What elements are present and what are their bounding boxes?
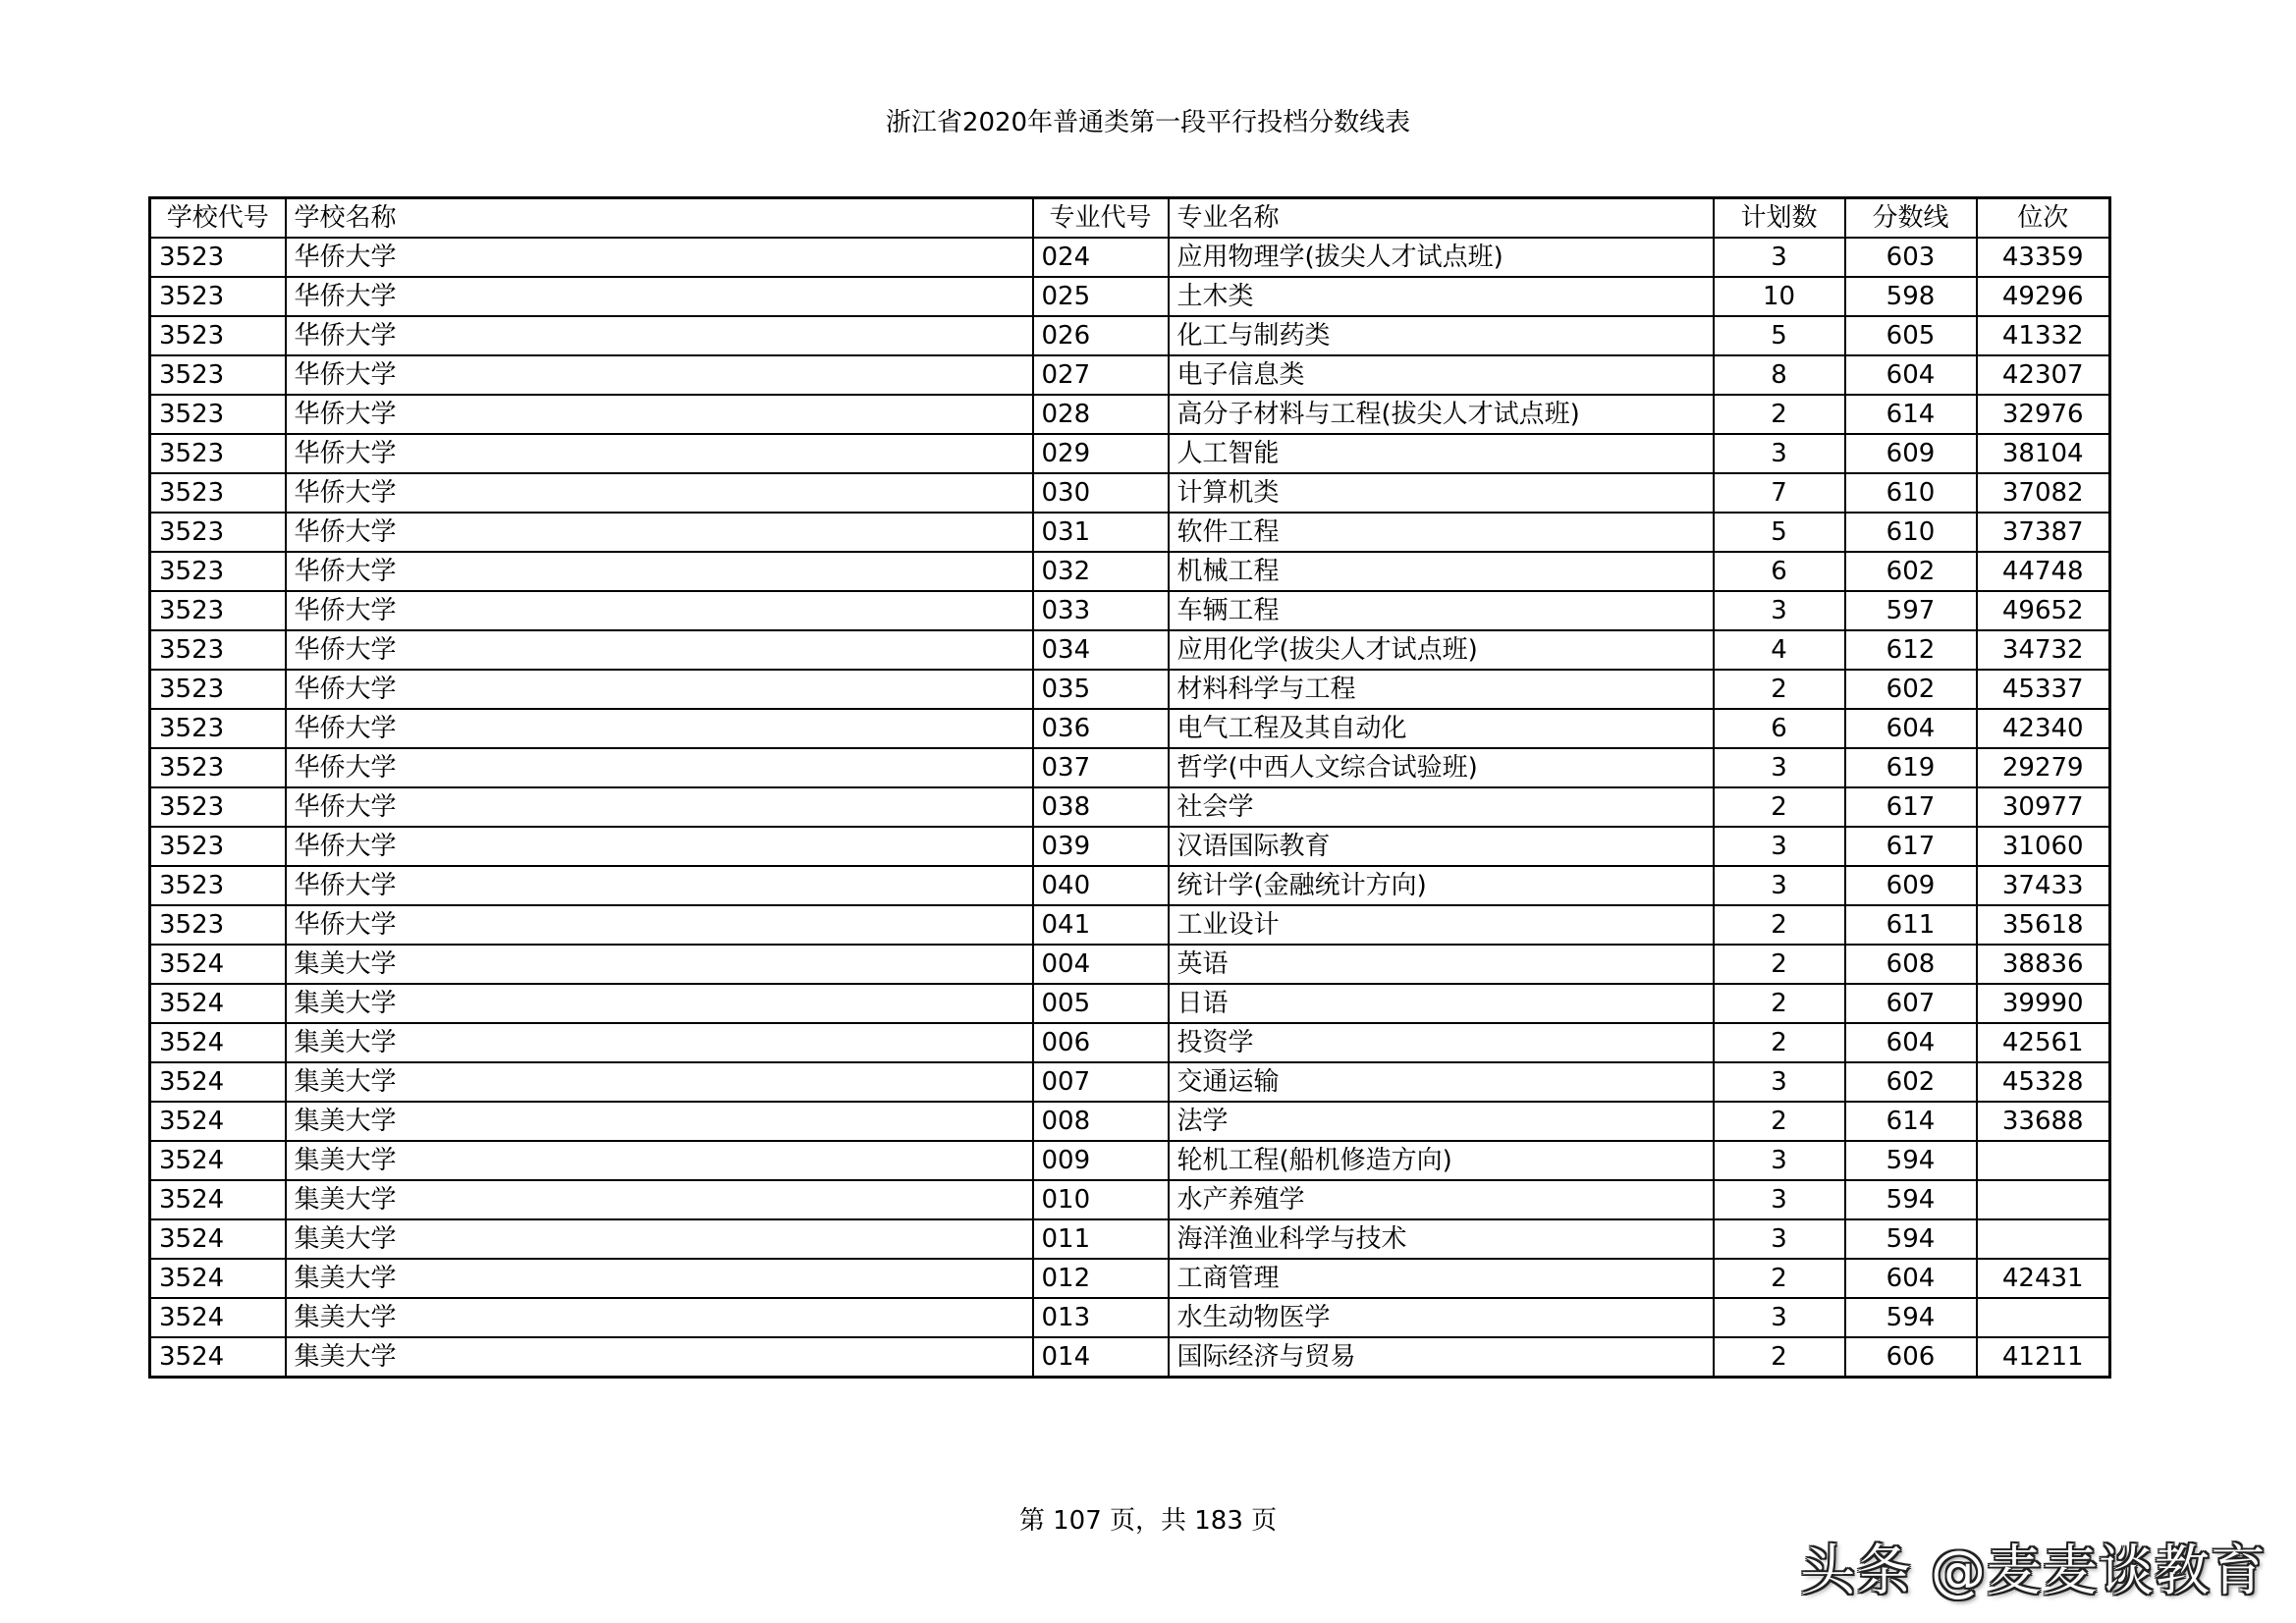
cell-school-name: 华侨大学 (286, 670, 1033, 709)
cell-score-line: 597 (1845, 591, 1977, 630)
cell-major-code: 035 (1033, 670, 1169, 709)
cell-school-name: 集美大学 (286, 1298, 1033, 1337)
cell-school-name: 集美大学 (286, 1219, 1033, 1259)
cell-major-name: 日语 (1169, 984, 1714, 1023)
table-row (150, 984, 2110, 1023)
table-row (150, 1141, 2110, 1180)
cell-major-code: 036 (1033, 709, 1169, 748)
cell-plan-count: 3 (1714, 1298, 1845, 1337)
cell-school-code: 3524 (150, 984, 286, 1023)
cell-plan-count: 2 (1714, 984, 1845, 1023)
cell-major-code: 032 (1033, 552, 1169, 591)
cell-rank: 49652 (1977, 591, 2110, 630)
cell-score-line: 602 (1845, 1062, 1977, 1102)
table-row (150, 748, 2110, 787)
header-major-name: 专业名称 (1169, 198, 1714, 239)
cell-school-code: 3523 (150, 513, 286, 552)
cell-plan-count: 3 (1714, 1141, 1845, 1180)
cell-school-name: 华侨大学 (286, 748, 1033, 787)
cell-plan-count: 3 (1714, 238, 1845, 277)
cell-school-name: 集美大学 (286, 1259, 1033, 1298)
cell-major-name: 汉语国际教育 (1169, 827, 1714, 866)
cell-rank: 37387 (1977, 513, 2110, 552)
table-row (150, 395, 2110, 434)
cell-plan-count: 2 (1714, 395, 1845, 434)
cell-major-name: 软件工程 (1169, 513, 1714, 552)
cell-score-line: 617 (1845, 827, 1977, 866)
cell-major-code: 004 (1033, 945, 1169, 984)
cell-major-name: 材料科学与工程 (1169, 670, 1714, 709)
cell-major-code: 040 (1033, 866, 1169, 905)
cell-plan-count: 2 (1714, 670, 1845, 709)
cell-rank: 42431 (1977, 1259, 2110, 1298)
cell-school-code: 3523 (150, 473, 286, 513)
cell-plan-count: 6 (1714, 709, 1845, 748)
cell-score-line: 610 (1845, 473, 1977, 513)
cell-score-line: 611 (1845, 905, 1977, 945)
cell-school-code: 3523 (150, 355, 286, 395)
cell-rank: 31060 (1977, 827, 2110, 866)
cell-school-code: 3524 (150, 1219, 286, 1259)
cell-rank: 42340 (1977, 709, 2110, 748)
cell-major-name: 高分子材料与工程(拔尖人才试点班) (1169, 395, 1714, 434)
table-row (150, 905, 2110, 945)
cell-rank: 42307 (1977, 355, 2110, 395)
cell-plan-count: 3 (1714, 1219, 1845, 1259)
cell-plan-count: 3 (1714, 434, 1845, 473)
cell-score-line: 612 (1845, 630, 1977, 670)
table-row (150, 1298, 2110, 1337)
cell-major-code: 030 (1033, 473, 1169, 513)
cell-rank: 33688 (1977, 1102, 2110, 1141)
cell-plan-count: 2 (1714, 1102, 1845, 1141)
header-plan-count: 计划数 (1714, 198, 1845, 239)
cell-major-name: 海洋渔业科学与技术 (1169, 1219, 1714, 1259)
cell-plan-count: 2 (1714, 905, 1845, 945)
table-row (150, 277, 2110, 316)
cell-major-code: 006 (1033, 1023, 1169, 1062)
header-school-name: 学校名称 (286, 198, 1033, 239)
cell-rank (1977, 1180, 2110, 1219)
table-row (150, 787, 2110, 827)
cell-school-name: 华侨大学 (286, 316, 1033, 355)
cell-major-code: 034 (1033, 630, 1169, 670)
cell-score-line: 614 (1845, 1102, 1977, 1141)
cell-rank: 35618 (1977, 905, 2110, 945)
cell-rank: 39990 (1977, 984, 2110, 1023)
cell-major-name: 工业设计 (1169, 905, 1714, 945)
header-row (150, 198, 2110, 239)
cell-major-name: 法学 (1169, 1102, 1714, 1141)
cell-rank: 37082 (1977, 473, 2110, 513)
cell-score-line: 604 (1845, 1259, 1977, 1298)
table-row (150, 866, 2110, 905)
cell-major-code: 038 (1033, 787, 1169, 827)
cell-rank: 41332 (1977, 316, 2110, 355)
cell-school-code: 3524 (150, 1259, 286, 1298)
cell-school-name: 华侨大学 (286, 395, 1033, 434)
cell-school-name: 华侨大学 (286, 905, 1033, 945)
cell-major-name: 英语 (1169, 945, 1714, 984)
cell-school-name: 华侨大学 (286, 355, 1033, 395)
cell-score-line: 610 (1845, 513, 1977, 552)
cell-major-name: 投资学 (1169, 1023, 1714, 1062)
cell-score-line: 604 (1845, 1023, 1977, 1062)
cell-major-code: 031 (1033, 513, 1169, 552)
cell-major-name: 化工与制药类 (1169, 316, 1714, 355)
cell-score-line: 617 (1845, 787, 1977, 827)
cell-major-code: 037 (1033, 748, 1169, 787)
cell-major-code: 027 (1033, 355, 1169, 395)
table-row (150, 513, 2110, 552)
cell-score-line: 607 (1845, 984, 1977, 1023)
cell-plan-count: 2 (1714, 1259, 1845, 1298)
cell-school-name: 华侨大学 (286, 473, 1033, 513)
table-row (150, 945, 2110, 984)
table-row (150, 238, 2110, 277)
table-body (150, 238, 2110, 1378)
cell-major-name: 土木类 (1169, 277, 1714, 316)
cell-school-name: 华侨大学 (286, 513, 1033, 552)
cell-school-name: 华侨大学 (286, 866, 1033, 905)
cell-score-line: 619 (1845, 748, 1977, 787)
cell-rank: 45328 (1977, 1062, 2110, 1102)
cell-rank: 34732 (1977, 630, 2110, 670)
cell-school-name: 集美大学 (286, 1337, 1033, 1378)
cell-major-name: 人工智能 (1169, 434, 1714, 473)
cell-plan-count: 2 (1714, 787, 1845, 827)
cell-school-code: 3523 (150, 277, 286, 316)
cell-score-line: 614 (1845, 395, 1977, 434)
cell-plan-count: 3 (1714, 591, 1845, 630)
cell-school-code: 3523 (150, 591, 286, 630)
cell-plan-count: 3 (1714, 748, 1845, 787)
cell-major-code: 041 (1033, 905, 1169, 945)
cell-major-code: 005 (1033, 984, 1169, 1023)
cell-school-code: 3523 (150, 905, 286, 945)
cell-major-code: 029 (1033, 434, 1169, 473)
cell-school-code: 3523 (150, 670, 286, 709)
cell-school-name: 华侨大学 (286, 591, 1033, 630)
cell-score-line: 606 (1845, 1337, 1977, 1378)
header-score-line: 分数线 (1845, 198, 1977, 239)
cell-rank: 49296 (1977, 277, 2110, 316)
cell-rank: 43359 (1977, 238, 2110, 277)
header-rank: 位次 (1977, 198, 2110, 239)
cell-plan-count: 2 (1714, 945, 1845, 984)
cell-major-name: 应用化学(拔尖人才试点班) (1169, 630, 1714, 670)
table-row (150, 630, 2110, 670)
cell-major-name: 机械工程 (1169, 552, 1714, 591)
cell-plan-count: 8 (1714, 355, 1845, 395)
cell-score-line: 602 (1845, 552, 1977, 591)
table-row (150, 1023, 2110, 1062)
table-row (150, 1102, 2110, 1141)
cell-school-code: 3523 (150, 316, 286, 355)
cell-major-code: 011 (1033, 1219, 1169, 1259)
cell-plan-count: 5 (1714, 316, 1845, 355)
cell-major-code: 014 (1033, 1337, 1169, 1378)
cell-school-code: 3523 (150, 395, 286, 434)
cell-plan-count: 3 (1714, 866, 1845, 905)
cell-school-code: 3524 (150, 1023, 286, 1062)
cell-school-code: 3524 (150, 1337, 286, 1378)
cell-rank: 45337 (1977, 670, 2110, 709)
cell-major-name: 交通运输 (1169, 1062, 1714, 1102)
cell-plan-count: 5 (1714, 513, 1845, 552)
table-row (150, 670, 2110, 709)
cell-plan-count: 4 (1714, 630, 1845, 670)
cell-score-line: 594 (1845, 1141, 1977, 1180)
cell-score-line: 602 (1845, 670, 1977, 709)
cell-major-name: 社会学 (1169, 787, 1714, 827)
cell-school-name: 集美大学 (286, 1023, 1033, 1062)
cell-school-code: 3523 (150, 709, 286, 748)
cell-school-code: 3523 (150, 238, 286, 277)
cell-school-code: 3524 (150, 945, 286, 984)
cell-school-name: 华侨大学 (286, 787, 1033, 827)
cell-school-name: 集美大学 (286, 1180, 1033, 1219)
cell-major-code: 039 (1033, 827, 1169, 866)
cell-school-code: 3523 (150, 866, 286, 905)
cell-score-line: 598 (1845, 277, 1977, 316)
cell-major-name: 水产养殖学 (1169, 1180, 1714, 1219)
cell-major-code: 025 (1033, 277, 1169, 316)
cell-school-name: 集美大学 (286, 1102, 1033, 1141)
cell-school-code: 3523 (150, 630, 286, 670)
cell-plan-count: 2 (1714, 1023, 1845, 1062)
cell-school-name: 集美大学 (286, 1062, 1033, 1102)
cell-rank: 38104 (1977, 434, 2110, 473)
cell-major-code: 013 (1033, 1298, 1169, 1337)
cell-score-line: 604 (1845, 355, 1977, 395)
cell-major-code: 010 (1033, 1180, 1169, 1219)
cell-major-name: 计算机类 (1169, 473, 1714, 513)
cell-plan-count: 3 (1714, 1180, 1845, 1219)
cell-major-name: 应用物理学(拔尖人才试点班) (1169, 238, 1714, 277)
cell-major-code: 028 (1033, 395, 1169, 434)
cell-school-code: 3524 (150, 1102, 286, 1141)
cell-school-name: 华侨大学 (286, 630, 1033, 670)
cell-school-code: 3524 (150, 1141, 286, 1180)
table-row (150, 827, 2110, 866)
table-row (150, 591, 2110, 630)
cell-score-line: 608 (1845, 945, 1977, 984)
watermark: 头条 @麦麦谈教育 (1800, 1540, 2267, 1603)
cell-rank: 30977 (1977, 787, 2110, 827)
cell-major-name: 车辆工程 (1169, 591, 1714, 630)
cell-school-code: 3523 (150, 787, 286, 827)
cell-major-name: 工商管理 (1169, 1259, 1714, 1298)
cell-rank (1977, 1141, 2110, 1180)
table-row (150, 473, 2110, 513)
header-school-code: 学校代号 (150, 198, 286, 239)
cell-school-name: 华侨大学 (286, 434, 1033, 473)
table-row (150, 355, 2110, 395)
cell-school-name: 华侨大学 (286, 552, 1033, 591)
cell-major-code: 008 (1033, 1102, 1169, 1141)
cell-school-code: 3524 (150, 1062, 286, 1102)
cell-school-code: 3523 (150, 748, 286, 787)
cell-major-name: 电子信息类 (1169, 355, 1714, 395)
cell-major-code: 007 (1033, 1062, 1169, 1102)
cell-rank: 41211 (1977, 1337, 2110, 1378)
cell-school-name: 华侨大学 (286, 827, 1033, 866)
cell-score-line: 603 (1845, 238, 1977, 277)
cell-school-name: 华侨大学 (286, 277, 1033, 316)
cell-score-line: 605 (1845, 316, 1977, 355)
cell-school-code: 3523 (150, 552, 286, 591)
cell-rank: 29279 (1977, 748, 2110, 787)
cell-major-code: 033 (1033, 591, 1169, 630)
table-row (150, 1337, 2110, 1378)
cell-major-code: 024 (1033, 238, 1169, 277)
cell-rank (1977, 1298, 2110, 1337)
cell-major-code: 012 (1033, 1259, 1169, 1298)
cell-rank: 38836 (1977, 945, 2110, 984)
cell-school-name: 华侨大学 (286, 709, 1033, 748)
cell-score-line: 604 (1845, 709, 1977, 748)
cell-rank: 37433 (1977, 866, 2110, 905)
cell-school-name: 集美大学 (286, 945, 1033, 984)
cell-rank (1977, 1219, 2110, 1259)
cell-major-name: 统计学(金融统计方向) (1169, 866, 1714, 905)
cell-plan-count: 3 (1714, 827, 1845, 866)
cell-major-code: 026 (1033, 316, 1169, 355)
cell-school-code: 3524 (150, 1180, 286, 1219)
table-row (150, 1219, 2110, 1259)
cell-major-name: 哲学(中西人文综合试验班) (1169, 748, 1714, 787)
table-row (150, 709, 2110, 748)
cell-score-line: 594 (1845, 1298, 1977, 1337)
cell-rank: 44748 (1977, 552, 2110, 591)
cell-plan-count: 6 (1714, 552, 1845, 591)
cell-score-line: 609 (1845, 866, 1977, 905)
score-table (148, 196, 2111, 1379)
cell-plan-count: 10 (1714, 277, 1845, 316)
table-row (150, 1259, 2110, 1298)
cell-school-code: 3524 (150, 1298, 286, 1337)
cell-major-name: 水生动物医学 (1169, 1298, 1714, 1337)
page-footer: 第 107 页，共 183 页 (1018, 1506, 1278, 1536)
table-row (150, 1062, 2110, 1102)
cell-school-name: 华侨大学 (286, 238, 1033, 277)
cell-score-line: 594 (1845, 1180, 1977, 1219)
cell-school-code: 3523 (150, 827, 286, 866)
header-major-code: 专业代号 (1033, 198, 1169, 239)
table-row (150, 552, 2110, 591)
table-row (150, 1180, 2110, 1219)
page-title: 浙江省2020年普通类第一段平行投档分数线表 (885, 108, 1411, 137)
table-row (150, 434, 2110, 473)
cell-school-name: 集美大学 (286, 984, 1033, 1023)
cell-rank: 42561 (1977, 1023, 2110, 1062)
cell-school-code: 3523 (150, 434, 286, 473)
cell-major-name: 电气工程及其自动化 (1169, 709, 1714, 748)
cell-major-code: 009 (1033, 1141, 1169, 1180)
cell-score-line: 609 (1845, 434, 1977, 473)
cell-plan-count: 7 (1714, 473, 1845, 513)
cell-plan-count: 2 (1714, 1337, 1845, 1378)
cell-major-name: 轮机工程(船机修造方向) (1169, 1141, 1714, 1180)
cell-plan-count: 3 (1714, 1062, 1845, 1102)
table-row (150, 316, 2110, 355)
cell-school-name: 集美大学 (286, 1141, 1033, 1180)
cell-rank: 32976 (1977, 395, 2110, 434)
cell-score-line: 594 (1845, 1219, 1977, 1259)
cell-major-name: 国际经济与贸易 (1169, 1337, 1714, 1378)
